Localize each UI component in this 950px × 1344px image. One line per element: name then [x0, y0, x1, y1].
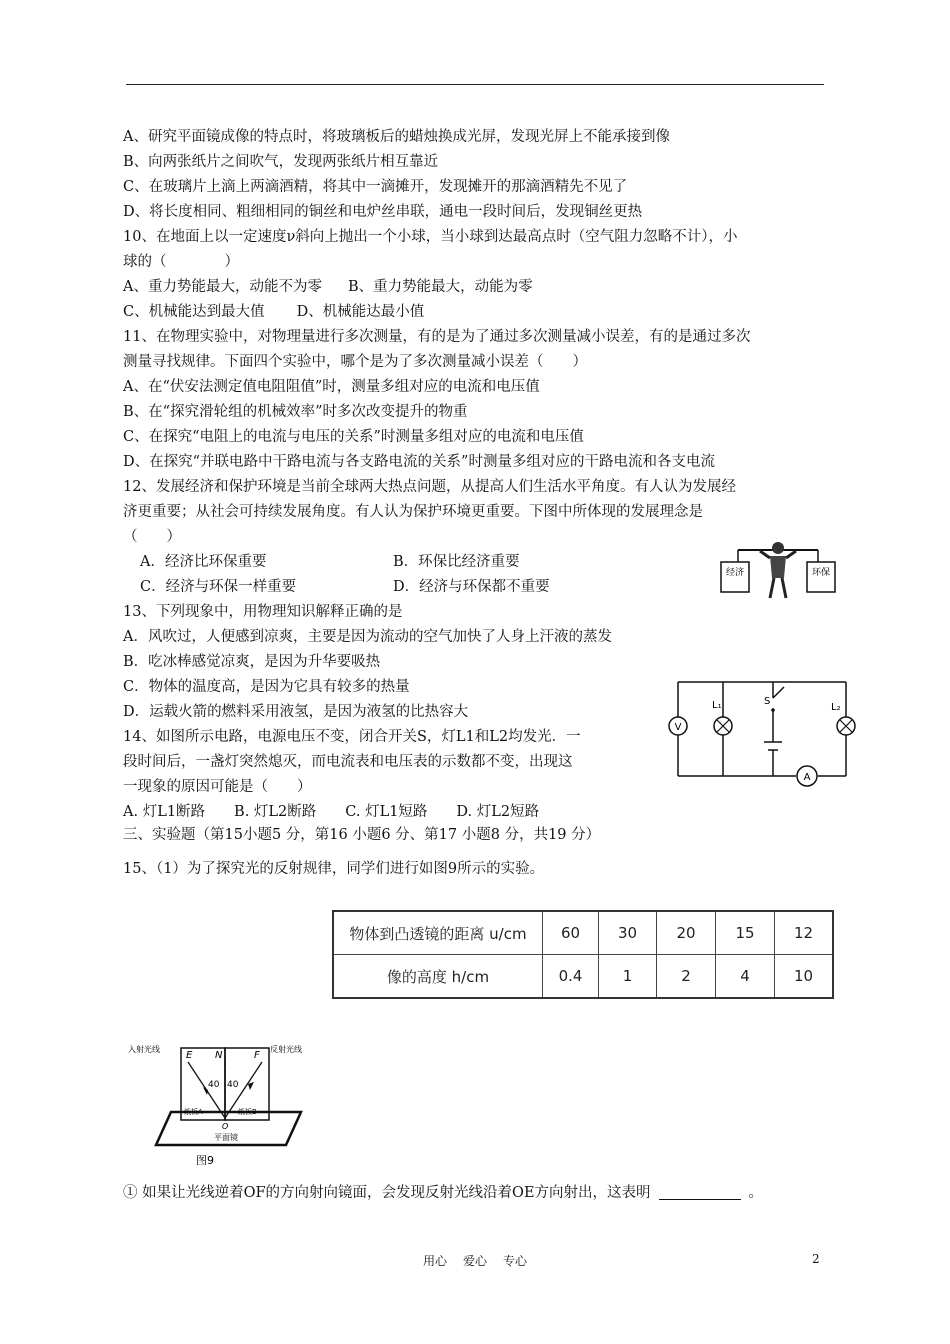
- header-rule: [126, 84, 824, 85]
- answer-blank[interactable]: [659, 1185, 741, 1200]
- reflected-ray-label: 反射光线: [270, 1045, 302, 1054]
- q9-option-b: B、向两张纸片之间吹气，发现两张纸片相互靠近: [123, 154, 439, 170]
- page-footer: [0, 1252, 950, 1269]
- q10-option-c: C、机械能达到最大值: [123, 304, 265, 320]
- table-cell: 10: [775, 955, 834, 999]
- q11-stem-line2: 测量寻找规律。下面四个实验中，哪个是为了多次测量减小误差（ ）: [123, 354, 587, 370]
- q14-stem-line1: 14、如图所示电路，电源电压不变，闭合开关S，灯L1和L2均发光．一: [123, 729, 581, 745]
- table-cell: 2: [657, 955, 716, 999]
- q10-options-row1: [123, 278, 533, 296]
- q15-sub1-end: 。: [748, 1185, 764, 1201]
- q11-option-d: D、在探究“并联电路中干路电流与各支路电流的关系”时测量多组对应的干路电流和各支电流: [123, 454, 715, 470]
- point-e-label: E: [186, 1050, 193, 1061]
- q12-option-c: C．经济与环保一样重要: [140, 579, 297, 595]
- left-box-label: 经济: [725, 568, 745, 578]
- right-box-label: 环保: [811, 568, 831, 578]
- table-cell: 20: [657, 911, 716, 955]
- q10-option-a: A、重力势能最大，动能不为零: [123, 279, 322, 295]
- point-n-label: N: [215, 1050, 223, 1061]
- table-cell: 12: [775, 911, 834, 955]
- q10-option-d: D、机械能达最小值: [296, 304, 425, 320]
- table-cell: 30: [599, 911, 657, 955]
- footer-part1: 用心: [422, 1254, 447, 1268]
- page-number: 2: [812, 1252, 820, 1266]
- angle-left-label: 40: [208, 1080, 220, 1090]
- row-header-height: 像的高度 h/cm: [333, 955, 543, 999]
- lamp-l1: [712, 700, 732, 735]
- q9-option-c: C、在玻璃片上滴上两滴酒精，将其中一滴摊开，发现摊开的那滴酒精先不见了: [123, 179, 628, 195]
- table-cell: 0.4: [543, 955, 599, 999]
- q9-option-d: D、将长度相同、粗细相同的铜丝和电炉丝串联，通电一段时间后，发现铜丝更热: [123, 204, 643, 220]
- board-a-label: 纸板A: [184, 1108, 203, 1116]
- q12-stem-line1: 12、发展经济和保护环境是当前全球两大热点问题，从提高人们生活水平角度。有人认为发展经: [123, 479, 736, 495]
- q13-stem: 13、下列现象中，用物理知识解释正确的是: [123, 604, 403, 620]
- table-cell: 60: [543, 911, 599, 955]
- q15-sub1: [123, 1184, 763, 1202]
- q9-option-a: A、研究平面镜成像的特点时，将玻璃板后的蜡烛换成光屏，发现光屏上不能承接到像: [123, 129, 670, 145]
- voltmeter-label: V: [674, 722, 682, 733]
- q11-option-c: C、在探究“电阻上的电流与电压的关系”时测量多组对应的电流和电压值: [123, 429, 584, 445]
- footer-part3: 专心: [503, 1254, 528, 1268]
- q10-stem-line1: 10、在地面上以一定速度ν斜向上抛出一个小球，当小球到达最高点时（空气阻力忽略不计），小: [123, 229, 738, 245]
- circuit-diagram: [668, 676, 858, 788]
- q13-option-b: B．吃冰棒感觉凉爽，是因为升华要吸热: [123, 654, 381, 670]
- q12-stem-line3: （ ）: [123, 529, 181, 545]
- row-header-distance: 物体到凸透镜的距离 u/cm: [333, 911, 543, 955]
- table-cell: 1: [599, 955, 657, 999]
- q11-stem-line1: 11、在物理实验中，对物理量进行多次测量，有的是为了通过多次测量减小误差，有的是通过多次: [123, 329, 751, 345]
- point-o-label: O: [222, 1122, 229, 1131]
- q12-option-b: B．环保比经济重要: [393, 554, 520, 570]
- q14-options: A. 灯L1断路 B. 灯L2断路 C. 灯L1短路 D. 灯L2短路: [123, 804, 540, 820]
- q12-option-d: D．经济与环保都不重要: [393, 579, 550, 595]
- board-b-label: 纸板B: [238, 1108, 257, 1116]
- q12-option-a: A．经济比环保重要: [140, 554, 267, 570]
- ammeter: [797, 766, 817, 786]
- q15-sub1-text: ① 如果让光线逆着OF的方向射向镜面，会发现反射光线沿着OE方向射出，这表明: [123, 1185, 651, 1201]
- q13-option-d: D．运载火箭的燃料采用液氢，是因为液氢的比热容大: [123, 704, 469, 720]
- angle-right-label: 40: [227, 1080, 239, 1090]
- q10-option-b: B、重力势能最大，动能为零: [347, 279, 533, 295]
- switch-label: S: [764, 696, 771, 707]
- mirror-label: 平面镜: [214, 1133, 238, 1142]
- q14-stem-line3: 一现象的原因可能是（ ）: [123, 779, 312, 795]
- q12-stem-line2: 济更重要；从社会可持续发展角度。有人认为保护环境更重要。下图中所体现的发展理念是: [123, 504, 703, 520]
- table-row: [333, 955, 833, 999]
- figure-9-reflection: [126, 1040, 326, 1168]
- ammeter-label: A: [803, 772, 811, 783]
- balance-illustration: [718, 540, 838, 602]
- q11-option-b: B、在“探究滑轮组的机械效率”时多次改变提升的物重: [123, 404, 468, 420]
- q14-stem-line2: 段时间后，一盏灯突然熄灭，而电流表和电压表的示数都不变，出现这: [123, 754, 573, 770]
- lamp-l1-label: L₁: [712, 700, 722, 711]
- lamp-l2-label: L₂: [831, 702, 841, 713]
- q13-option-c: C．物体的温度高，是因为它具有较多的热量: [123, 679, 410, 695]
- section3-heading: 三、实验题（第15小题5 分，第16 小题6 分、第17 小题8 分，共19 分）: [123, 827, 601, 843]
- voltmeter: [669, 717, 687, 735]
- incident-ray-label: 入射光线: [128, 1045, 160, 1054]
- q15-intro: 15、（1）为了探究光的反射规律，同学们进行如图9所示的实验。: [123, 861, 545, 877]
- q13-option-a: A．风吹过，人便感到凉爽，主要是因为流动的空气加快了人身上汗液的蒸发: [123, 629, 612, 645]
- point-f-label: F: [254, 1050, 260, 1061]
- table-cell: 4: [716, 955, 775, 999]
- footer-part2: 爱心: [462, 1254, 487, 1268]
- q10-options-row2: [123, 303, 424, 321]
- table-cell: 15: [716, 911, 775, 955]
- lens-data-table: [332, 910, 834, 999]
- q11-option-a: A、在“伏安法测定值电阻阻值”时，测量多组对应的电流和电压值: [123, 379, 540, 395]
- lamp-l2: [831, 702, 855, 735]
- q10-stem-line2: 球的（ ）: [123, 254, 239, 270]
- figure-9-caption: 图9: [196, 1154, 214, 1167]
- table-row: [333, 911, 833, 955]
